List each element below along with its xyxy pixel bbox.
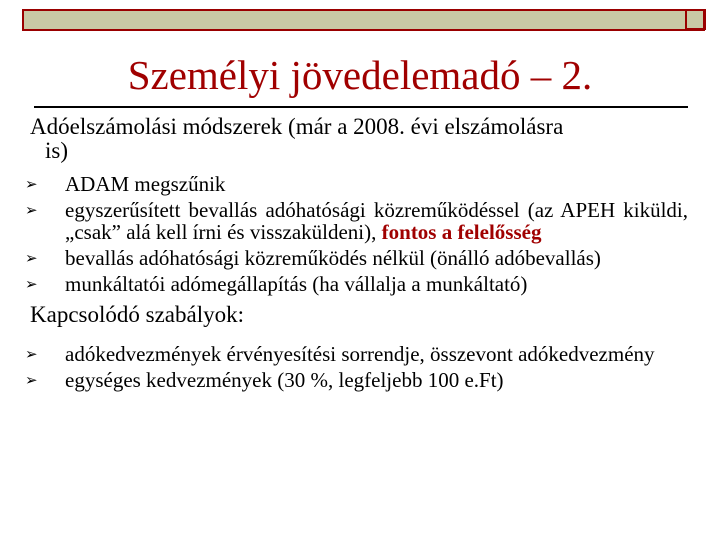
arrowhead-bullet-icon: ➢: [25, 249, 38, 267]
list-item-text: ADAM megszűnik: [65, 172, 226, 196]
arrowhead-bullet-icon: ➢: [25, 201, 38, 219]
arrowhead-bullet-icon: ➢: [25, 345, 38, 363]
section-heading-line2: is): [45, 138, 68, 163]
list-item: [25, 368, 688, 392]
title-underline: [34, 106, 688, 108]
list-item-text: egységes kedvezmények (30 %, legfeljebb 100 e.Ft): [65, 368, 504, 392]
list-item: [25, 246, 688, 270]
list-item-text: munkáltatói adómegállapítás (ha vállalja a munkáltató): [65, 272, 528, 296]
methods-list: [25, 172, 688, 296]
slide-content: [25, 114, 688, 392]
arrowhead-bullet-icon: ➢: [25, 175, 38, 193]
emphasis-text: fontos a felelősség: [381, 220, 542, 244]
list-item: [25, 272, 688, 296]
section-heading-methods: [30, 115, 688, 163]
decorative-corner-square: [685, 9, 706, 30]
slide-title: Személyi jövedelemadó – 2.: [127, 52, 593, 98]
list-item: [25, 172, 688, 196]
list-item: [25, 342, 688, 366]
rules-list: [25, 342, 688, 392]
section-heading-line1: Adóelszámolási módszerek (már a 2008. évi elszámolásra: [30, 114, 564, 139]
section-heading-rules: Kapcsolódó szabályok:: [30, 302, 244, 327]
list-item: [25, 198, 688, 244]
list-item-text: egyszerűsített bevallás adóhatósági közreműködéssel (az APEH kiküldi, „csak” alá kell írni és visszaküldeni),: [65, 198, 688, 244]
decorative-top-bar: [22, 9, 705, 31]
list-item-text: bevallás adóhatósági közreműködés nélkül (önálló adóbevallás): [65, 246, 601, 270]
list-item-text: adókedvezmények érvényesítési sorrendje, összevont adókedvezmény: [65, 342, 655, 366]
arrowhead-bullet-icon: ➢: [25, 275, 38, 293]
arrowhead-bullet-icon: ➢: [25, 371, 38, 389]
